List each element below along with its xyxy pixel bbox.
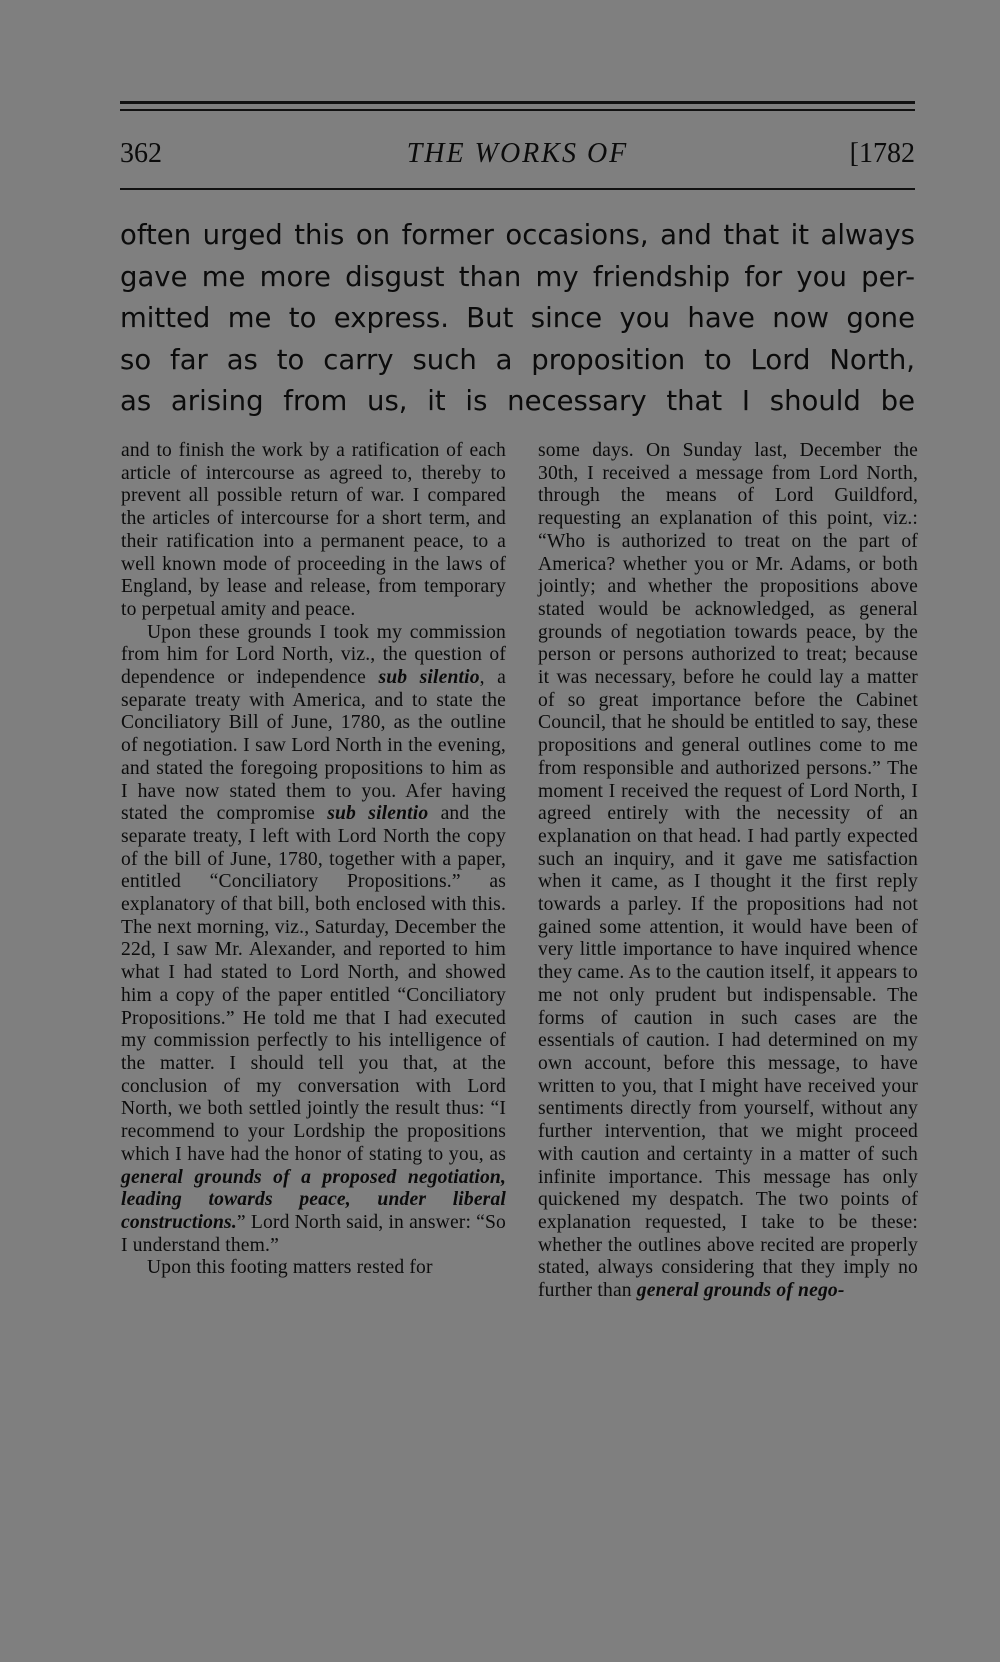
left-paragraph-3: Upon this footing matters rested for [147, 1257, 433, 1279]
top-rule [120, 101, 915, 104]
header-year: [1782 [849, 138, 915, 169]
right-column [538, 440, 918, 1303]
left-paragraph-2 [121, 622, 506, 1258]
page-number: 362 [120, 138, 162, 169]
italic-phrase: general grounds of a proposed negotiation, leading towards peace, under liberal constructions. [121, 1166, 506, 1233]
italic-phrase: general grounds of nego- [636, 1280, 845, 1302]
left-column [121, 440, 506, 1280]
lead-text-block: often urged this on former occasions, and that it always gave me more disgust than my friendship for you per- mitted me to express. But since you have now gone so far as to carry such a proposition to Lord North, as arising from us, it is necessary that I should be [120, 219, 915, 417]
italic-phrase: sub silentio [327, 803, 429, 825]
text-run: Upon these grounds I took my commission from him for Lord North, viz., the question of dependence or independence [121, 621, 506, 689]
text-run: ” Lord North said, in answer: “So I understand them.” [121, 1211, 506, 1256]
left-paragraph-1: and to finish the work by a ratification of each article of intercourse as agreed to, thereby to prevent all possible return of war. I compared the articles of intercourse for a short term, and their ratification into a permanent peace, to a well known mode of proceeding in the laws of England, by lease and release, from temporary to perpetual amity and peace. [121, 440, 506, 620]
text-run: and the separate treaty, I left with Lord North the copy of the bill of June, 1780, together with a paper, entitled “Conciliatory Propositions.” as explanatory of that bill, both enclosed with this. The next morning, viz., Saturday, December the 22d, I saw Mr. Alexander, and reported to him what I had stated to Lord North, and showed him a copy of the paper entitled “Conciliatory Propositions.” He told me that I had executed my commission perfectly to his intelligence of the matter. I should tell you that, at the conclusion of my conversation with Lord North, we both settled jointly the result thus: “I recommend to your Lordship the propositions which I have had the honor of stating to you, as [121, 803, 507, 1165]
text-run: , a separate treaty with America, and to state the Conciliatory Bill of June, 1780, as the outline of negotiation. I saw Lord North in the evening, and stated the foregoing propositions to him as I have now stated them to you. Afer having stated the compromise [121, 667, 506, 825]
running-header [120, 138, 915, 174]
top-rule-thin [120, 109, 915, 111]
running-title: THE WORKS OF [406, 138, 629, 169]
right-paragraph-1 [538, 440, 918, 1303]
header-rule [120, 188, 915, 190]
italic-phrase: sub silentio [378, 667, 480, 689]
text-run: some days. On Sunday last, December the 30th, I received a message from Lord North, through the means of Lord Guildford, requesting an explanation of this point, viz.: “Who is authorized to treat on the part of America? whether you or Mr. Adams, or both jointly; and whether the propositions above stated would be acknowledged, as general grounds of negotiation towards peace, by the person or persons authorized to treat; because it was necessary, before he could lay a matter of so great importance before the Cabinet Council, that he should be entitled to say, these propositions and general outlines come to me from responsible and authorized persons.” The moment I received the request of Lord North, I agreed entirely with the necessity of an explanation on that head. I had partly expected such an inquiry, and it gave me satisfaction when it came, as I thought it the first reply towards a parley. If the propositions had not gained some attention, it would have been of very little importance to have inquired whence they came. As to the caution itself, it appears to me not only prudent but indispensable. The forms of caution in such cases are the essentials of caution. I had determined on my own account, before this message, to have written to you, that I might have received your sentiments directly from yourself, without any further intervention, that we might proceed with caution and certainty in a matter of such infinite importance. This message has only quickened my despatch. The two points of explanation requested, I take to be these: whether the outlines above recited are properly stated, always considering that they imply no further than [538, 440, 918, 1302]
